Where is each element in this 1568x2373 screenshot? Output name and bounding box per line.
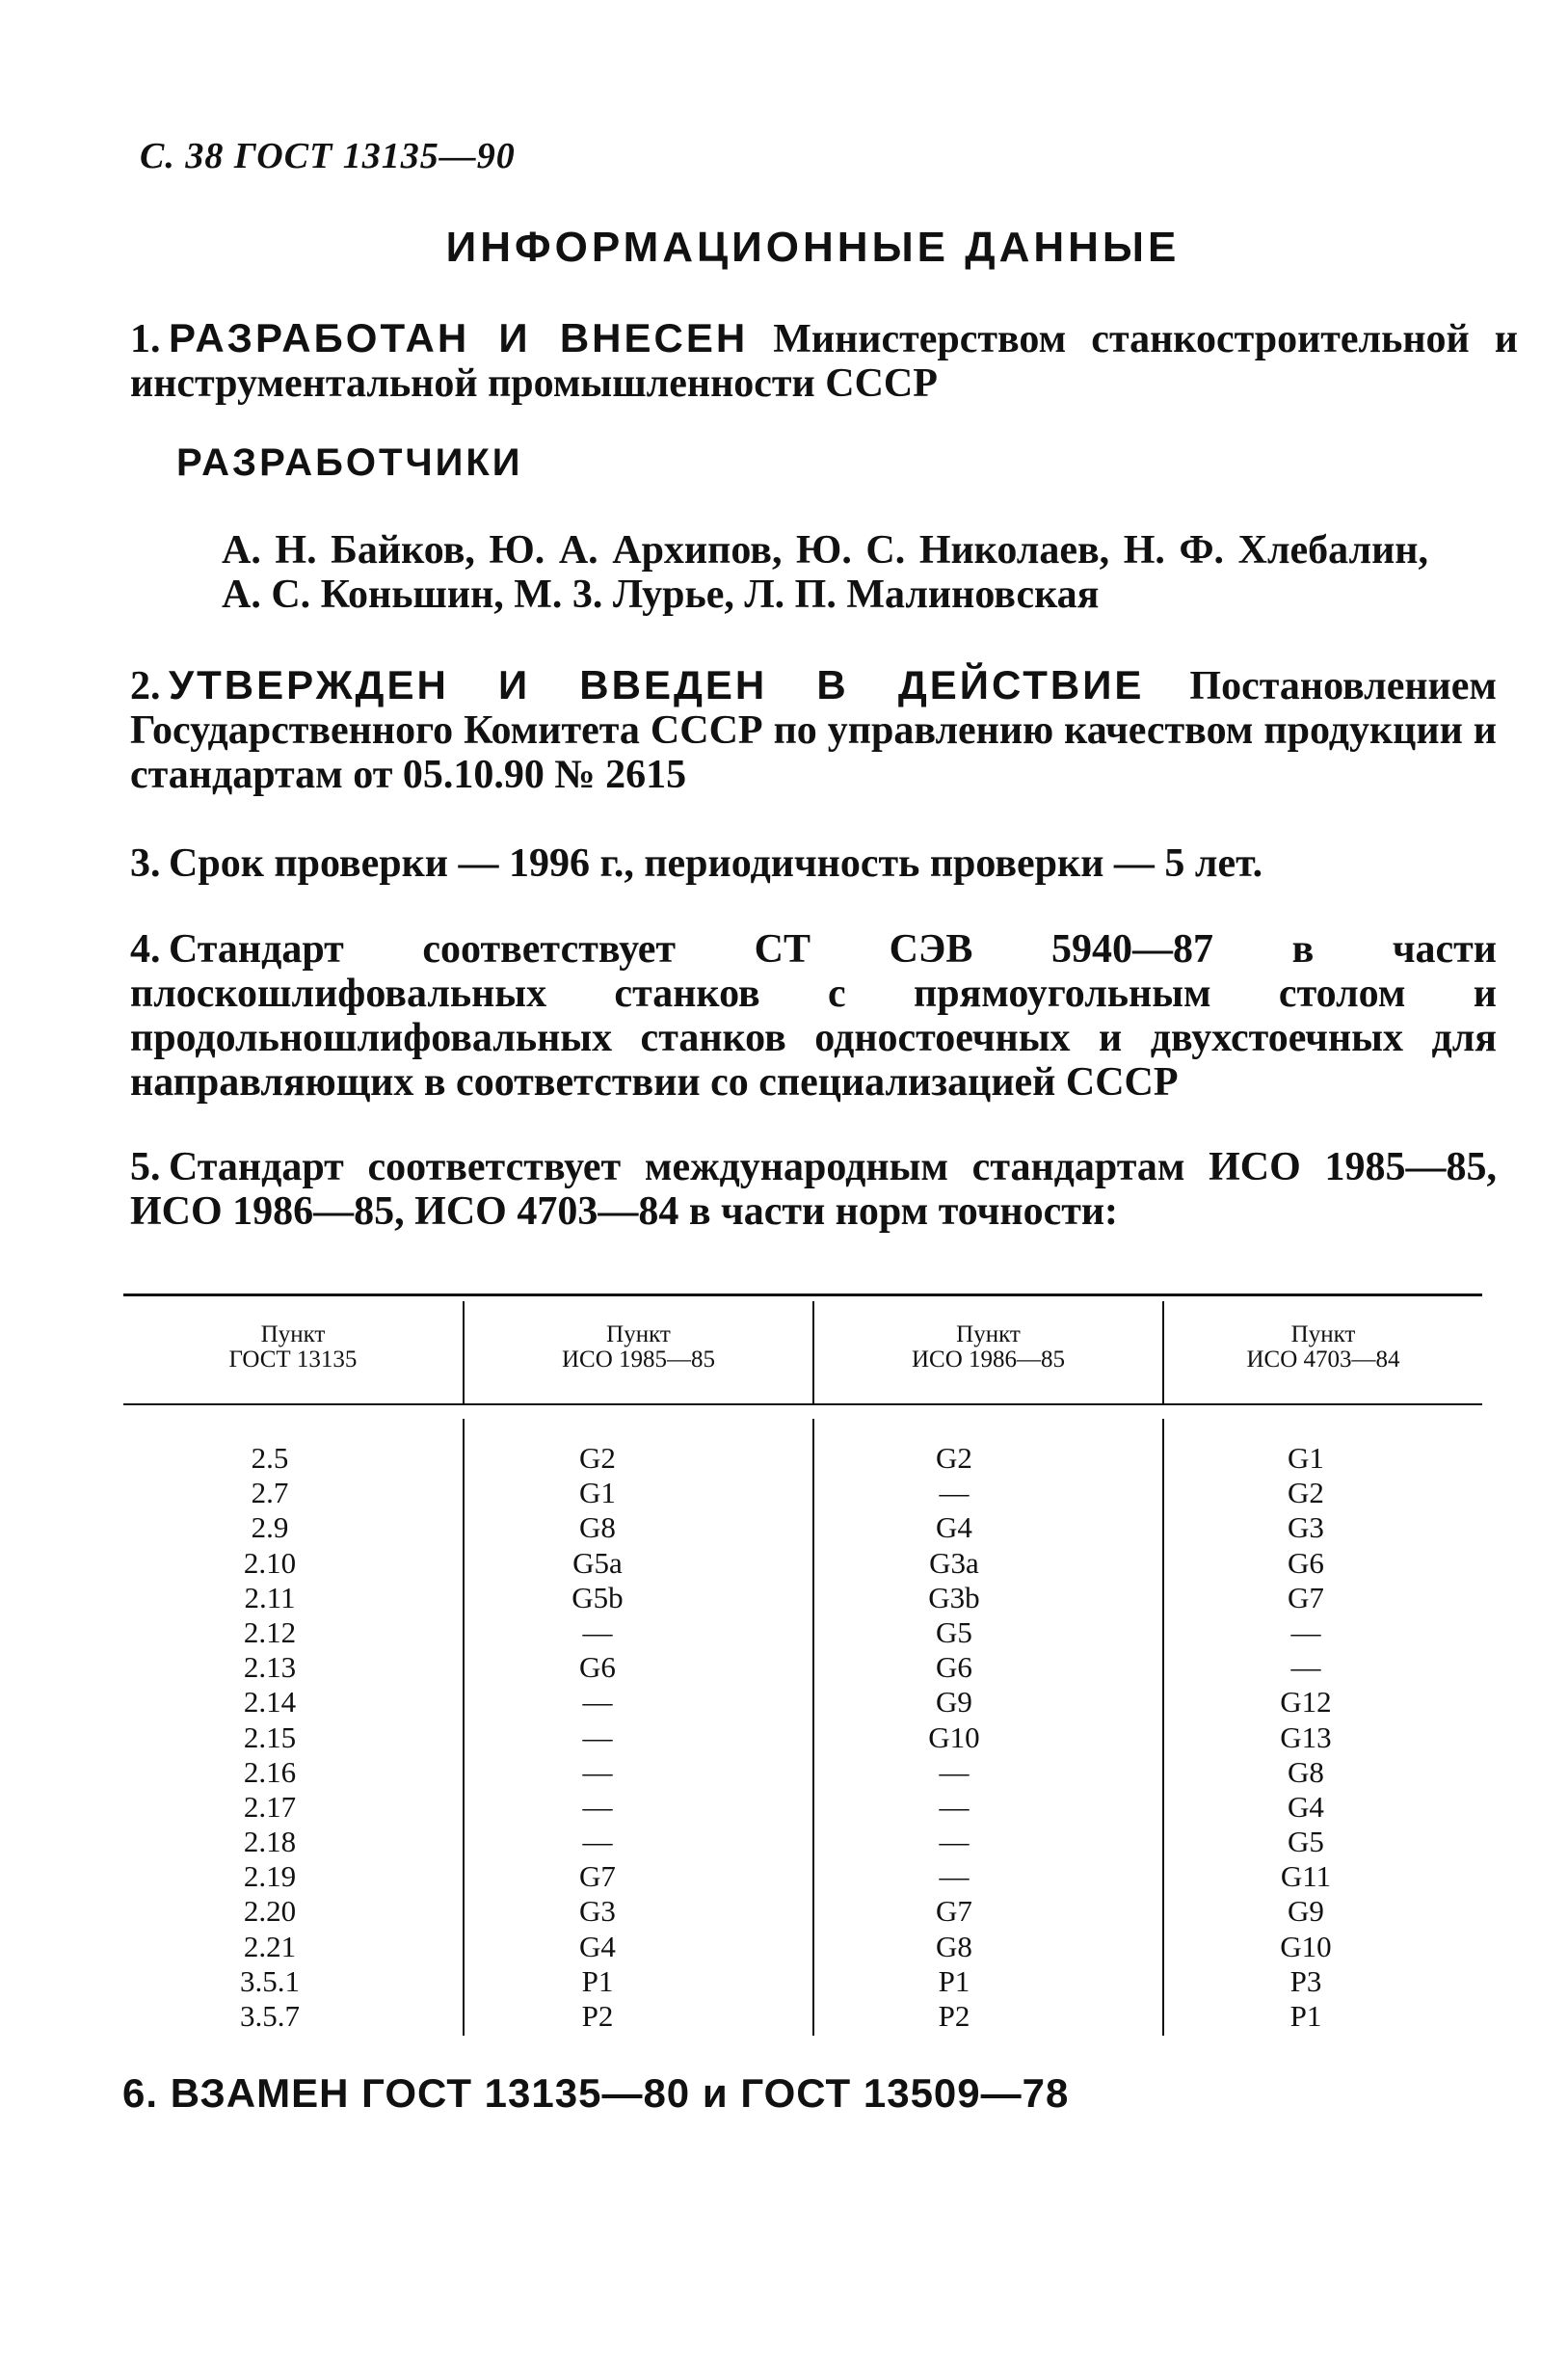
section-4-text: Стандарт соответствует СТ СЭВ 5940—87 в части плоскошлифовальных станков с прямоугольным столом и продольношлифовальных станков одностоечных и двухстоечных для направляющих в соответствии со специализацией СССР [130,927,1497,1105]
section-2-text: Постановлением Государственного Комитета СССР по управлению качеством продукции и стандартам от 05.10.90 № 2615 [130,664,1498,797]
table-divider-2-body [812,1419,814,2036]
table-cell: — [939,1825,970,1859]
table-cell: G8 [579,1510,616,1545]
table-cell: 2.16 [243,1754,297,1789]
table-column-iso-1986 [858,1441,1050,2034]
section-5 [130,1145,1497,1234]
table-cell: — [582,1685,613,1720]
table-cell: G7 [1288,1580,1324,1614]
section-1-caps: РАЗРАБОТАН И ВНЕСЕН [169,315,749,360]
table-divider-3-body [1162,1419,1164,2036]
table-cell: G2 [1288,1476,1324,1510]
table-column-gost [173,1441,366,2034]
table-cell: G8 [936,1929,972,1963]
table-cell: 2.20 [243,1894,297,1929]
section-1 [130,316,1518,406]
table-cell: G2 [936,1441,972,1475]
table-cell: G6 [1288,1545,1324,1580]
table-cell: 2.14 [243,1685,297,1720]
table-column-iso-4703 [1209,1441,1402,2034]
table-cell: — [582,1825,613,1859]
table-cell: G6 [579,1650,616,1685]
section-4-number: 4. [130,927,161,972]
table-cell: 2.21 [243,1929,297,1963]
table-cell: P3 [1289,1963,1322,1998]
table-cell: G3 [1288,1510,1324,1545]
table-cell: G4 [936,1510,972,1545]
section-3 [130,841,1497,886]
table-cell: — [939,1859,970,1894]
table-cell: G8 [1288,1754,1324,1789]
table-cell: 2.5 [251,1441,289,1475]
table-cell: G10 [928,1720,980,1754]
section-2 [130,663,1497,797]
table-cell: — [1290,1614,1321,1649]
table-cell: 2.19 [243,1859,297,1894]
table-cell: G6 [936,1650,972,1685]
table-cell: 2.15 [243,1720,297,1754]
table-cell: G3a [929,1545,979,1580]
table-header-iso-1985: Пункт ИСО 1985—85 [561,1321,716,1373]
page-title: ИНФОРМАЦИОННЫЕ ДАННЫЕ [445,224,1181,271]
table-cell: G9 [936,1685,972,1720]
table-cell: 2.9 [251,1510,289,1545]
section-4 [130,927,1497,1105]
table-cell: G13 [1280,1720,1332,1754]
section-1-text: Министерством станкостроительной и инструментальной промышленности СССР [130,317,1518,406]
table-cell: P2 [581,1999,614,2033]
section-3-number: 3. [130,841,161,886]
table-cell: G2 [579,1441,616,1475]
table-cell: — [582,1754,613,1789]
table-column-iso-1985 [501,1441,694,2034]
table-cell: 2.17 [243,1789,297,1824]
developers-heading: РАЗРАБОТЧИКИ [176,441,523,484]
table-cell: — [1290,1650,1321,1685]
table-cell: 3.5.7 [240,1999,300,2033]
table-cell: G1 [1288,1441,1324,1475]
table-cell: 2.7 [251,1476,289,1510]
table-cell: — [582,1720,613,1754]
table-header-rule [123,1403,1482,1405]
table-cell: 2.11 [244,1580,296,1614]
table-header-iso-1986: Пункт ИСО 1986—85 [911,1321,1066,1373]
table-cell: G1 [579,1476,616,1510]
table-cell: G5a [572,1545,623,1580]
table-cell: 2.10 [243,1545,297,1580]
table-cell: — [939,1754,970,1789]
table-header-gost: Пункт ГОСТ 13135 [228,1321,358,1373]
table-cell: — [582,1789,613,1824]
developers-names: А. Н. Байков, Ю. А. Архипов, Ю. С. Николаев, Н. Ф. Хлебалин, А. С. Коньшин, М. 3. Лурье, Л. П. Малиновская [222,528,1428,617]
table-cell: G9 [1288,1894,1324,1929]
table-cell: G3 [579,1894,616,1929]
section-2-number: 2. [130,664,161,708]
page-header: С. 38 ГОСТ 13135—90 [140,136,516,176]
table-cell: G5b [571,1580,624,1614]
table-cell: P2 [938,1999,970,2033]
table-cell: — [939,1476,970,1510]
table-cell: G7 [936,1894,972,1929]
section-3-text: Срок проверки — 1996 г., периодичность проверки — 5 лет. [169,841,1263,886]
table-divider-1-body [463,1419,465,2036]
table-cell: 2.18 [243,1825,297,1859]
table-cell: G4 [1288,1789,1324,1824]
table-cell: G5 [936,1614,972,1649]
table-cell: P1 [581,1963,614,1998]
table-cell: — [582,1614,613,1649]
table-cell: P1 [1289,1999,1322,2033]
table-cell: G4 [579,1929,616,1963]
section-5-number: 5. [130,1145,161,1189]
table-cell: G5 [1288,1825,1324,1859]
section-1-number: 1. [130,317,161,361]
table-cell: G11 [1280,1859,1332,1894]
section-2-caps: УТВЕРЖДЕН И ВВЕДЕН В ДЕЙСТВИЕ [169,662,1145,707]
table-cell: 3.5.1 [240,1963,300,1998]
table-cell: 2.12 [243,1614,297,1649]
table-cell: 2.13 [243,1650,297,1685]
table-cell: P1 [938,1963,970,1998]
section-5-text: Стандарт соответствует международным стандартам ИСО 1985—85, ИСО 1986—85, ИСО 4703—84 в части норм точности: [130,1145,1497,1234]
table-cell: G10 [1280,1929,1332,1963]
table-cell: G3b [928,1580,980,1614]
table-header-iso-4703: Пункт ИСО 4703—84 [1246,1321,1400,1373]
table-cell: G7 [579,1859,616,1894]
table-cell: — [939,1789,970,1824]
table-top-rule [123,1293,1482,1296]
section-6: 6. ВЗАМЕН ГОСТ 13135—80 и ГОСТ 13509—78 [122,2070,1070,2116]
table-cell: G12 [1280,1685,1332,1720]
